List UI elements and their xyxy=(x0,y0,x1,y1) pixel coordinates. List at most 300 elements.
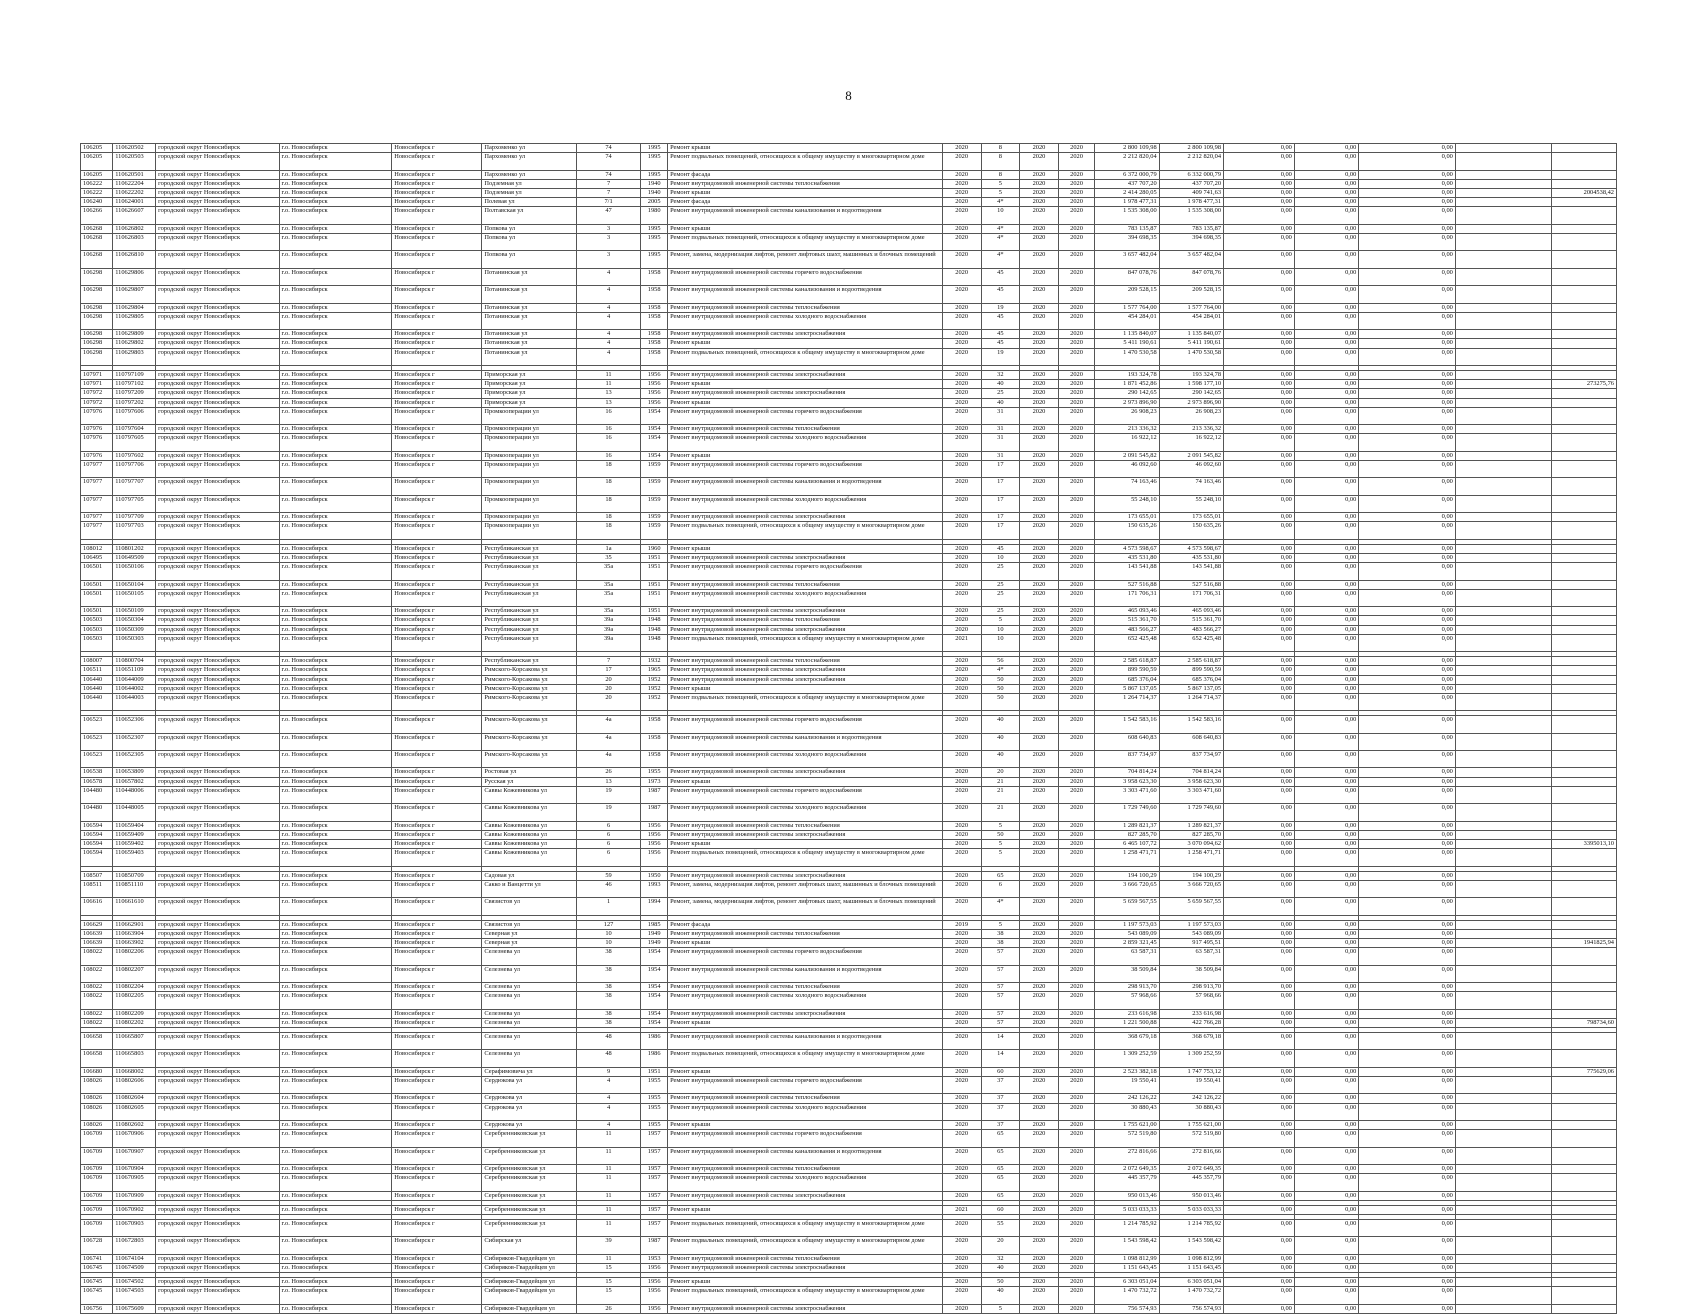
table-cell: 2020 xyxy=(1020,992,1059,1009)
table-cell: Ремонт внутридомовой инженерной системы электроснабжения xyxy=(668,625,943,634)
table-cell: 435 531,80 xyxy=(1159,553,1223,562)
table-cell: Саввы Кожевникова ул xyxy=(482,830,576,839)
table-cell: 2020 xyxy=(1020,144,1059,153)
table-cell: Новосибирск г xyxy=(392,170,482,179)
table-cell: 2020 xyxy=(942,666,981,675)
table-cell: Новосибирск г xyxy=(392,1018,482,1027)
table-cell: 106745 xyxy=(81,1278,113,1287)
table-cell: 0,00 xyxy=(1294,1050,1358,1067)
table-cell: 106266 xyxy=(81,207,113,224)
table-cell: 107977 xyxy=(81,513,113,522)
table-cell: 110801202 xyxy=(113,544,156,553)
table-cell: Потанинская ул xyxy=(482,303,576,312)
table-cell: Новосибирск г xyxy=(392,1254,482,1263)
table-cell: 2020 xyxy=(1058,1278,1094,1287)
table-cell xyxy=(1552,144,1617,153)
table-cell: 106709 xyxy=(81,1130,113,1147)
table-cell: 2020 xyxy=(1020,616,1059,625)
table-cell: 572 519,80 xyxy=(1095,1130,1159,1147)
table-cell: 6 xyxy=(576,849,640,866)
table-cell: 2020 xyxy=(942,898,981,915)
table-cell: Новосибирск г xyxy=(392,389,482,398)
table-cell: 0,00 xyxy=(1224,804,1295,821)
table-cell: 110672803 xyxy=(113,1237,156,1254)
table-cell: 5 659 567,55 xyxy=(1159,898,1223,915)
table-cell: 2020 xyxy=(942,1165,981,1174)
table-cell: Новосибирск г xyxy=(392,625,482,634)
table-cell: 110650106 xyxy=(113,563,156,580)
table-cell: Ремонт внутридомовой инженерной системы холодного водоснабжения xyxy=(668,312,943,329)
table-cell: 59 xyxy=(576,871,640,880)
table-cell: 3 666 720,65 xyxy=(1095,880,1159,897)
table-cell: 2020 xyxy=(942,330,981,339)
table-cell: 4 xyxy=(576,330,640,339)
table-cell xyxy=(1552,1237,1617,1254)
table-cell: г.о. Новосибирск xyxy=(279,1018,392,1027)
table-cell: 2020 xyxy=(942,716,981,733)
table-cell: Ремонт крыши xyxy=(668,1018,943,1027)
table-cell: 106298 xyxy=(81,286,113,303)
table-cell: 0,00 xyxy=(1359,1050,1456,1067)
table-cell: Ремонт внутридомовой инженерной системы электроснабжения xyxy=(668,513,943,522)
table-cell: 0,00 xyxy=(1224,1263,1295,1272)
table-cell: 2020 xyxy=(1058,522,1094,539)
table-cell: 60 xyxy=(981,1205,1020,1214)
table-cell: городской округ Новосибирск xyxy=(156,478,279,495)
table-cell: городской округ Новосибирск xyxy=(156,303,279,312)
table-cell: 74 xyxy=(576,170,640,179)
table-row xyxy=(81,1050,1617,1067)
table-cell xyxy=(1552,234,1617,251)
table-cell: 65 xyxy=(981,1191,1020,1200)
table-cell: 106501 xyxy=(81,563,113,580)
table-cell: городской округ Новосибирск xyxy=(156,684,279,693)
table-cell xyxy=(1455,830,1552,839)
table-cell: 1952 xyxy=(641,675,668,684)
table-cell: 16 922,12 xyxy=(1095,434,1159,451)
table-cell: 2020 xyxy=(1058,286,1094,303)
table-cell: 483 566,27 xyxy=(1095,625,1159,634)
table-cell: городской округ Новосибирск xyxy=(156,786,279,803)
table-cell xyxy=(1455,1263,1552,1272)
table-cell: 106501 xyxy=(81,589,113,606)
table-cell xyxy=(1552,339,1617,348)
table-cell: 0,00 xyxy=(1224,1205,1295,1214)
table-cell: 4* xyxy=(981,898,1020,915)
table-cell: 2020 xyxy=(1058,1304,1094,1313)
table-cell: Новосибирск г xyxy=(392,939,482,948)
table-cell: городской округ Новосибирск xyxy=(156,553,279,562)
table-cell: 0,00 xyxy=(1294,330,1358,339)
table-cell: Римского-Корсакова ул xyxy=(482,716,576,733)
table-cell: 0,00 xyxy=(1224,563,1295,580)
table-cell: г.о. Новосибирск xyxy=(279,804,392,821)
table-row xyxy=(81,821,1617,830)
table-row xyxy=(81,840,1617,849)
table-cell: 1993 xyxy=(641,880,668,897)
table-cell: 106523 xyxy=(81,751,113,768)
table-cell: Ремонт внутридомовой инженерной системы канализования и водоотведения xyxy=(668,733,943,750)
table-cell: 2020 xyxy=(1020,544,1059,553)
table-cell: 26 908,23 xyxy=(1095,407,1159,424)
table-cell: Саввы Кожевникова ул xyxy=(482,804,576,821)
table-cell: 0,00 xyxy=(1224,1278,1295,1287)
table-cell: 2021 xyxy=(942,1205,981,1214)
table-cell: 108026 xyxy=(81,1094,113,1103)
table-cell: 2020 xyxy=(942,478,981,495)
table-cell: 106440 xyxy=(81,693,113,710)
table-cell: 1 978 477,31 xyxy=(1095,198,1159,207)
table-cell xyxy=(1552,1205,1617,1214)
table-cell: 0,00 xyxy=(1359,553,1456,562)
table-cell: Новосибирск г xyxy=(392,425,482,434)
table-cell: 14 xyxy=(981,1050,1020,1067)
table-cell: 0,00 xyxy=(1359,522,1456,539)
table-cell: 10 xyxy=(981,207,1020,224)
table-cell: г.о. Новосибирск xyxy=(279,330,392,339)
table-cell: 2020 xyxy=(1020,198,1059,207)
table-cell: Ремонт внутридомовой инженерной системы электроснабжения xyxy=(668,1304,943,1313)
table-cell: 110651109 xyxy=(113,666,156,675)
table-cell: 110802604 xyxy=(113,1094,156,1103)
table-cell: 0,00 xyxy=(1224,666,1295,675)
table-cell: Ремонт внутридомовой инженерной системы электроснабжения xyxy=(668,830,943,839)
table-cell: 11 xyxy=(576,370,640,379)
table-cell xyxy=(1455,1033,1552,1050)
table-cell: городской округ Новосибирск xyxy=(156,434,279,451)
table-cell: 106756 xyxy=(81,1304,113,1313)
table-cell: 1932 xyxy=(641,657,668,666)
table-cell: 110650304 xyxy=(113,616,156,625)
table-cell: 1986 xyxy=(641,1050,668,1067)
table-cell: Новосибирск г xyxy=(392,144,482,153)
table-cell: 0,00 xyxy=(1224,170,1295,179)
table-cell: 110620502 xyxy=(113,144,156,153)
table-cell: 2020 xyxy=(942,1067,981,1076)
table-cell: Новосибирск г xyxy=(392,522,482,539)
table-cell xyxy=(1455,1018,1552,1027)
table-cell: Промкооперации ул xyxy=(482,513,576,522)
table-cell: Ремонт внутридомовой инженерной системы электроснабжения xyxy=(668,370,943,379)
table-cell: 0,00 xyxy=(1359,339,1456,348)
table-cell: 0,00 xyxy=(1294,607,1358,616)
table-cell: 2020 xyxy=(942,495,981,512)
table-cell: 0,00 xyxy=(1294,553,1358,562)
table-cell: 368 679,18 xyxy=(1159,1033,1223,1050)
table-cell: 1 xyxy=(576,898,640,915)
table-cell: 0,00 xyxy=(1359,716,1456,733)
table-cell xyxy=(1455,544,1552,553)
table-cell: 26 908,23 xyxy=(1159,407,1223,424)
table-cell: 2020 xyxy=(1020,965,1059,982)
table-cell: 1940 xyxy=(641,179,668,188)
table-cell: 454 284,01 xyxy=(1159,312,1223,329)
table-cell: г.о. Новосибирск xyxy=(279,1220,392,1237)
table-cell xyxy=(1552,407,1617,424)
table-cell: 0,00 xyxy=(1359,407,1456,424)
table-cell: Ремонт подвальных помещений, относящихся к общему имуществу в многоквартирном доме xyxy=(668,522,943,539)
table-cell: 2020 xyxy=(1058,786,1094,803)
table-cell: Ремонт фасада xyxy=(668,198,943,207)
table-cell: Потанинская ул xyxy=(482,268,576,285)
table-cell: 847 078,76 xyxy=(1095,268,1159,285)
table-cell: 2020 xyxy=(1020,733,1059,750)
table-cell: 0,00 xyxy=(1224,460,1295,477)
table-cell: 0,00 xyxy=(1224,786,1295,803)
table-cell: Новосибирск г xyxy=(392,398,482,407)
table-cell: 60 xyxy=(981,1067,1020,1076)
table-cell: 0,00 xyxy=(1294,948,1358,965)
table-cell: Ремонт внутридомовой инженерной системы горячего водоснабжения xyxy=(668,948,943,965)
table-cell: Ремонт внутридомовой инженерной системы холодного водоснабжения xyxy=(668,1174,943,1191)
table-cell: Приморская ул xyxy=(482,389,576,398)
table-cell: Северная ул xyxy=(482,939,576,948)
table-cell: 0,00 xyxy=(1294,286,1358,303)
table-cell: 2020 xyxy=(1020,830,1059,839)
table-cell: 106523 xyxy=(81,716,113,733)
table-cell: 40 xyxy=(981,1287,1020,1304)
table-cell: 0,00 xyxy=(1359,1018,1456,1027)
table-cell: 1954 xyxy=(641,948,668,965)
table-cell: 38 xyxy=(576,1018,640,1027)
table-cell: 0,00 xyxy=(1224,920,1295,929)
table-cell xyxy=(1455,303,1552,312)
table-cell: 2020 xyxy=(942,1050,981,1067)
table-cell: 608 640,83 xyxy=(1159,733,1223,750)
table-cell: Новосибирск г xyxy=(392,1050,482,1067)
table-cell: 7/1 xyxy=(576,198,640,207)
table-cell: 143 541,88 xyxy=(1095,563,1159,580)
table-cell: 0,00 xyxy=(1294,898,1358,915)
table-cell: Сибиряков-Гвардейцев ул xyxy=(482,1287,576,1304)
table-cell: 233 616,98 xyxy=(1159,1009,1223,1018)
table-cell: 2020 xyxy=(1020,777,1059,786)
table-cell: Ремонт внутридомовой инженерной системы теплоснабжения xyxy=(668,1254,943,1263)
table-cell: 0,00 xyxy=(1359,144,1456,153)
table-cell: Ремонт внутридомовой инженерной системы теплоснабжения xyxy=(668,179,943,188)
table-cell: г.о. Новосибирск xyxy=(279,224,392,233)
table-cell: 38 xyxy=(576,983,640,992)
table-cell: Ремонт внутридомовой инженерной системы теплоснабжения xyxy=(668,580,943,589)
table-cell: 1 289 821,37 xyxy=(1095,821,1159,830)
table-cell: 2020 xyxy=(1020,1033,1059,1050)
table-cell: 2020 xyxy=(1058,1018,1094,1027)
table-cell: 1 309 252,59 xyxy=(1095,1050,1159,1067)
table-cell: 2020 xyxy=(942,1191,981,1200)
table-cell: 465 093,46 xyxy=(1095,607,1159,616)
table-cell: 6 xyxy=(981,880,1020,897)
table-cell: 2020 xyxy=(1058,1147,1094,1164)
table-cell: 2020 xyxy=(1020,312,1059,329)
table-cell: г.о. Новосибирск xyxy=(279,1094,392,1103)
table-cell: 837 734,97 xyxy=(1159,751,1223,768)
table-row xyxy=(81,1237,1617,1254)
table-cell: 20 xyxy=(981,1237,1020,1254)
table-cell: 0,00 xyxy=(1294,1278,1358,1287)
table-cell: 273275,76 xyxy=(1552,380,1617,389)
table-cell: 1949 xyxy=(641,929,668,938)
table-cell: 57 xyxy=(981,1018,1020,1027)
table-cell: городской округ Новосибирск xyxy=(156,407,279,424)
table-cell: 106709 xyxy=(81,1220,113,1237)
table-cell xyxy=(1552,898,1617,915)
table-cell: городской округ Новосибирск xyxy=(156,1103,279,1120)
table-cell: 0,00 xyxy=(1359,830,1456,839)
table-cell: 110850709 xyxy=(113,871,156,880)
table-cell: 4 573 598,67 xyxy=(1095,544,1159,553)
table-cell: 2020 xyxy=(1020,849,1059,866)
table-cell: 1 598 177,10 xyxy=(1159,380,1223,389)
table-cell: г.о. Новосибирск xyxy=(279,303,392,312)
table-row xyxy=(81,251,1617,268)
table-cell: Ремонт подвальных помещений, относящихся к общему имуществу в многоквартирном доме xyxy=(668,1237,943,1254)
table-cell: 0,00 xyxy=(1294,804,1358,821)
table-cell: 2020 xyxy=(942,965,981,982)
table-cell: 46 092,60 xyxy=(1095,460,1159,477)
table-cell: городской округ Новосибирск xyxy=(156,398,279,407)
table-cell: 515 361,70 xyxy=(1159,616,1223,625)
table-cell xyxy=(1455,434,1552,451)
table-cell: городской округ Новосибирск xyxy=(156,1287,279,1304)
table-row xyxy=(81,1033,1617,1050)
table-cell: 55 xyxy=(981,1220,1020,1237)
table-cell: 110674502 xyxy=(113,1278,156,1287)
table-cell: 2020 xyxy=(1020,513,1059,522)
table-cell: 0,00 xyxy=(1359,580,1456,589)
table-cell: 106205 xyxy=(81,170,113,179)
table-cell: 0,00 xyxy=(1359,478,1456,495)
table-cell: Новосибирск г xyxy=(392,1278,482,1287)
table-cell: городской округ Новосибирск xyxy=(156,312,279,329)
table-cell xyxy=(1552,1130,1617,1147)
table-cell: 0,00 xyxy=(1224,1147,1295,1164)
table-cell: г.о. Новосибирск xyxy=(279,1254,392,1263)
table-cell: 0,00 xyxy=(1224,1121,1295,1130)
table-cell: г.о. Новосибирск xyxy=(279,657,392,666)
table-cell: 2020 xyxy=(1020,880,1059,897)
table-cell: 847 078,76 xyxy=(1159,268,1223,285)
table-row xyxy=(81,939,1617,948)
table-cell: 1949 xyxy=(641,939,668,948)
table-cell: 19 550,41 xyxy=(1159,1077,1223,1094)
table-cell: 106503 xyxy=(81,634,113,651)
table-cell: городской округ Новосибирск xyxy=(156,544,279,553)
table-cell: 0,00 xyxy=(1294,616,1358,625)
table-cell: 110663904 xyxy=(113,929,156,938)
table-cell: 110620503 xyxy=(113,153,156,170)
table-cell: 106594 xyxy=(81,840,113,849)
table-cell: 2020 xyxy=(1058,804,1094,821)
table-cell: 1 135 840,07 xyxy=(1095,330,1159,339)
table-cell: 1 755 621,00 xyxy=(1159,1121,1223,1130)
table-cell xyxy=(1455,553,1552,562)
table-cell: 106594 xyxy=(81,849,113,866)
table-cell: 1 258 471,71 xyxy=(1159,849,1223,866)
table-cell xyxy=(1552,544,1617,553)
table-cell: 2020 xyxy=(1058,1165,1094,1174)
table-cell: 2020 xyxy=(942,153,981,170)
table-cell: 1954 xyxy=(641,992,668,1009)
table-cell: 0,00 xyxy=(1359,657,1456,666)
table-cell: 5 xyxy=(981,920,1020,929)
table-cell: 56 xyxy=(981,657,1020,666)
table-cell: Новосибирск г xyxy=(392,224,482,233)
table-cell: 0,00 xyxy=(1224,1094,1295,1103)
table-cell: Новосибирск г xyxy=(392,234,482,251)
table-cell: 2020 xyxy=(942,1147,981,1164)
table-cell: городской округ Новосибирск xyxy=(156,563,279,580)
table-cell: 2020 xyxy=(942,1121,981,1130)
table-cell: 685 376,04 xyxy=(1095,675,1159,684)
table-cell: 55 248,10 xyxy=(1095,495,1159,512)
table-cell: 0,00 xyxy=(1359,251,1456,268)
table-cell: г.о. Новосибирск xyxy=(279,751,392,768)
table-cell: 110650303 xyxy=(113,634,156,651)
table-cell: 2020 xyxy=(942,880,981,897)
table-cell: 1958 xyxy=(641,330,668,339)
table-cell: Новосибирск г xyxy=(392,733,482,750)
table-cell: 110797209 xyxy=(113,389,156,398)
table-cell: 1 309 252,59 xyxy=(1159,1050,1223,1067)
table-cell: Новосибирск г xyxy=(392,198,482,207)
table-row xyxy=(81,768,1617,777)
table-row xyxy=(81,693,1617,710)
table-cell: 2020 xyxy=(1058,733,1094,750)
table-cell: 110802204 xyxy=(113,983,156,992)
table-cell: 2020 xyxy=(1020,330,1059,339)
table-cell: 2020 xyxy=(1020,407,1059,424)
table-cell: 2020 xyxy=(1058,1033,1094,1050)
table-cell: 106298 xyxy=(81,348,113,365)
table-cell: 1958 xyxy=(641,268,668,285)
table-cell: Ремонт внутридомовой инженерной системы теплоснабжения xyxy=(668,983,943,992)
table-cell: 18 xyxy=(576,495,640,512)
table-cell: 110644003 xyxy=(113,693,156,710)
table-cell: 30 880,43 xyxy=(1159,1103,1223,1120)
table-cell: 1973 xyxy=(641,777,668,786)
table-cell: 110448006 xyxy=(113,786,156,803)
table-cell: Новосибирск г xyxy=(392,495,482,512)
table-cell: 107976 xyxy=(81,451,113,460)
table-cell: Сердюкова ул xyxy=(482,1121,576,1130)
table-cell: г.о. Новосибирск xyxy=(279,849,392,866)
table-cell: 2 212 820,04 xyxy=(1095,153,1159,170)
table-cell xyxy=(1552,666,1617,675)
table-cell: г.о. Новосибирск xyxy=(279,198,392,207)
table-cell: 827 285,70 xyxy=(1095,830,1159,839)
table-cell xyxy=(1455,666,1552,675)
table-cell xyxy=(1552,451,1617,460)
table-cell: 2020 xyxy=(942,207,981,224)
table-cell: Новосибирск г xyxy=(392,1130,482,1147)
table-cell: городской округ Новосибирск xyxy=(156,1077,279,1094)
table-cell: Ремонт крыши xyxy=(668,544,943,553)
table-cell: 298 913,70 xyxy=(1095,983,1159,992)
table-cell: 2019 xyxy=(942,920,981,929)
table-cell: 0,00 xyxy=(1359,929,1456,938)
table-cell: 2020 xyxy=(1058,234,1094,251)
table-cell: 1 264 714,37 xyxy=(1095,693,1159,710)
table-cell: Новосибирск г xyxy=(392,380,482,389)
table-cell: 17 xyxy=(981,478,1020,495)
table-cell: 572 519,80 xyxy=(1159,1130,1223,1147)
table-cell: 4 xyxy=(576,312,640,329)
table-cell: 5 411 190,61 xyxy=(1095,339,1159,348)
table-cell: 31 xyxy=(981,407,1020,424)
table-cell: 35а xyxy=(576,563,640,580)
table-cell: г.о. Новосибирск xyxy=(279,1121,392,1130)
table-cell: городской округ Новосибирск xyxy=(156,657,279,666)
